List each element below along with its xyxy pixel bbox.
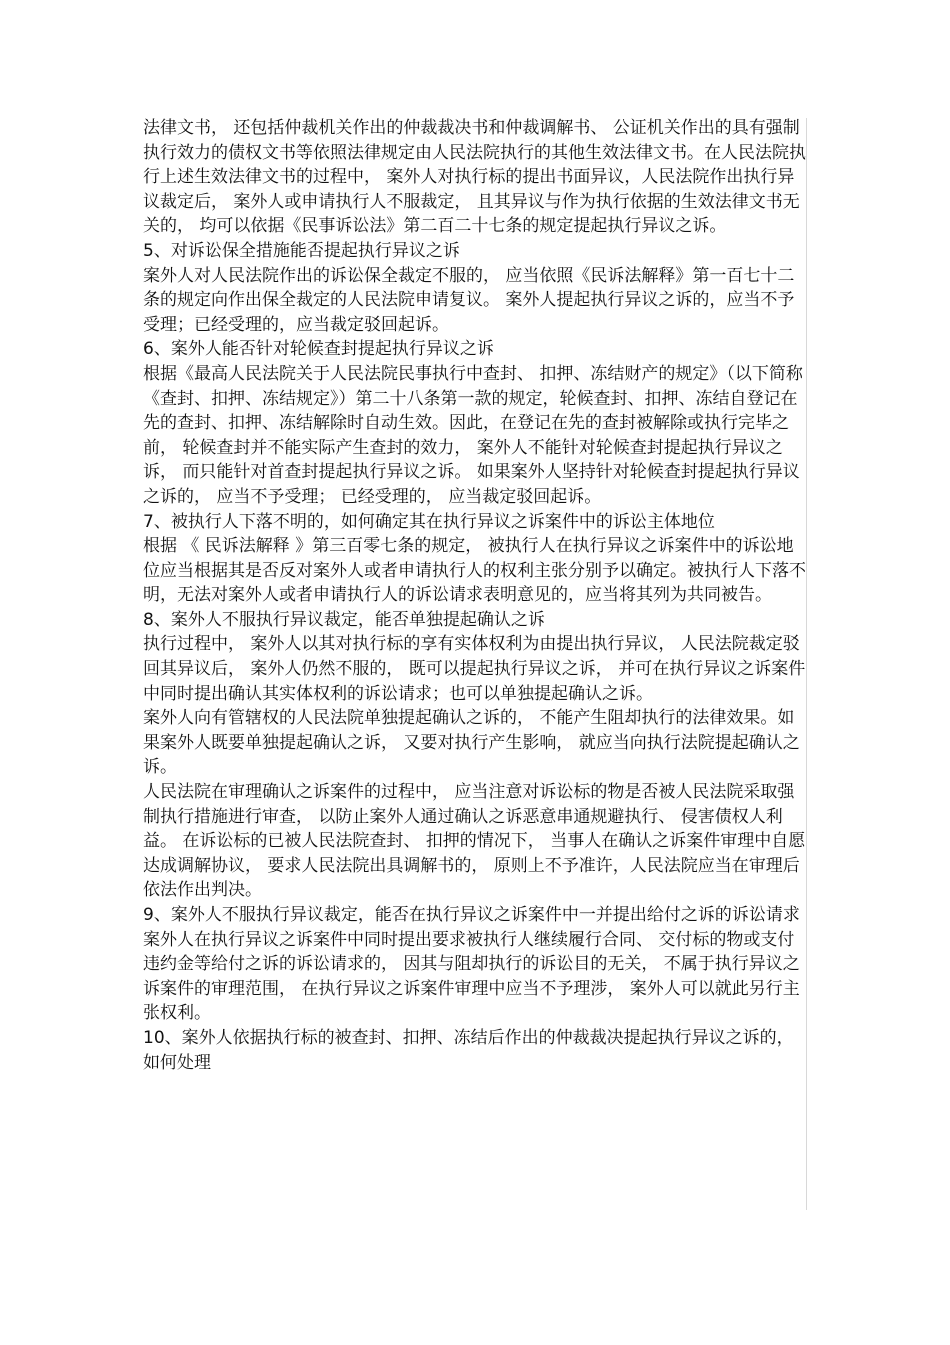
paragraph-section-9: 案外人在执行异议之诉案件中同时提出要求被执行人继续履行合同、 交付标的物或支付违约金等给付之诉的诉讼请求的， 因其与阻却执行的诉讼目的无关， 不属于执行异议之诉案件的审理范围， 在执行异议之诉案件审理中应当不予理涉， 案外人可以就此另行主张权利。 (143, 929, 800, 1024)
paragraph-section-8-a: 执行过程中， 案外人以其对执行标的享有实体权利为由提出执行异议， 人民法院裁定驳回其异议后， 案外人仍然不服的， 既可以提起执行异议之诉， 并可在执行异议之诉案件中同时提出确认其实体权利的诉讼请求；也可以单独提起确认之诉。 (143, 634, 806, 704)
heading-section-7: 7、被执行人下落不明的，如何确定其在执行异议之诉案件中的诉讼主体地位 (143, 511, 715, 532)
paragraph-section-7: 根据 《 民诉法解释 》第三百零七条的规定， 被执行人在执行异议之诉案件中的诉讼地位应当根据其是否反对案外人或者申请执行人的权利主张分别予以确定。被执行人下落不明，无法对案外人或者申请执行人的诉讼请求表明意见的，应当将其列为共同被告。 (143, 536, 806, 606)
heading-section-5: 5、对诉讼保全措施能否提起执行异议之诉 (143, 240, 460, 261)
paragraph-section-8-c: 人民法院在审理确认之诉案件的过程中， 应当注意对诉讼标的物是否被人民法院采取强制执行措施进行审查， 以防止案外人通过确认之诉恶意串通规避执行、 侵害债权人利益。 在诉讼标的已被人民法院查封、 扣押的情况下， 当事人在确认之诉案件审理中自愿达成调解协议， 要求人民法院出具调解书的， 原则上不予准许，人民法院应当在审理后依法作出判决。 (143, 782, 806, 901)
paragraph-section-5: 案外人对人民法院作出的诉讼保全裁定不服的， 应当依照《民诉法解释》第一百七十二条的规定向作出保全裁定的人民法院申请复议。 案外人提起执行异议之诉的，应当不予受理；已经受理的，应当裁定驳回起诉。 (143, 265, 795, 335)
document-body (143, 116, 807, 1075)
heading-section-9: 9、案外人不服执行异议裁定，能否在执行异议之诉案件中一并提出给付之诉的诉讼请求 (143, 905, 800, 925)
heading-section-10: 10、案外人依据执行标的被查封、扣押、冻结后作出的仲裁裁决提起执行异议之诉的，如何处理 (143, 1027, 794, 1073)
heading-section-6: 6、案外人能否针对轮候查封提起执行异议之诉 (143, 339, 494, 360)
paragraph-section-8-b: 案外人向有管辖权的人民法院单独提起确认之诉的， 不能产生阻却执行的法律效果。如果案外人既要单独提起确认之诉， 又要对执行产生影响， 就应当向执行法院提起确认之诉。 (143, 708, 800, 778)
paragraph-intro: 法律文书， 还包括仲裁机关作出的仲裁裁决书和仲裁调解书、 公证机关作出的具有强制执行效力的债权文书等依照法律规定由人民法院执行的其他生效法律文书。在人民法院执行上述生效法律文书的过程中， 案外人对执行标的提出书面异议，人民法院作出执行异议裁定后， 案外人或申请执行人不服裁定， 且其异议与作为执行依据的生效法律文书无关的， 均可以依据《民事诉讼法》第二百二十七条的规定提起执行异议之诉。 (143, 118, 806, 237)
heading-section-8: 8、案外人不服执行异议裁定，能否单独提起确认之诉 (143, 609, 545, 630)
paragraph-section-6: 根据《最高人民法院关于人民法院民事执行中查封、 扣押、冻结财产的规定》（以下简称《查封、扣押、冻结规定》）第二十八条第一款的规定，轮候查封、扣押、冻结自登记在先的查封、扣押、冻结解除时自动生效。因此，在登记在先的查封被解除或执行完毕之前， 轮候查封并不能实际产生查封的效力， 案外人不能针对轮候查封提起执行异议之诉， 而只能针对首查封提起执行异议之诉。 如果案外人坚持针对轮候查封提起执行异议之诉的， 应当不予受理； 已经受理的， 应当裁定驳回起诉。 (143, 363, 803, 507)
